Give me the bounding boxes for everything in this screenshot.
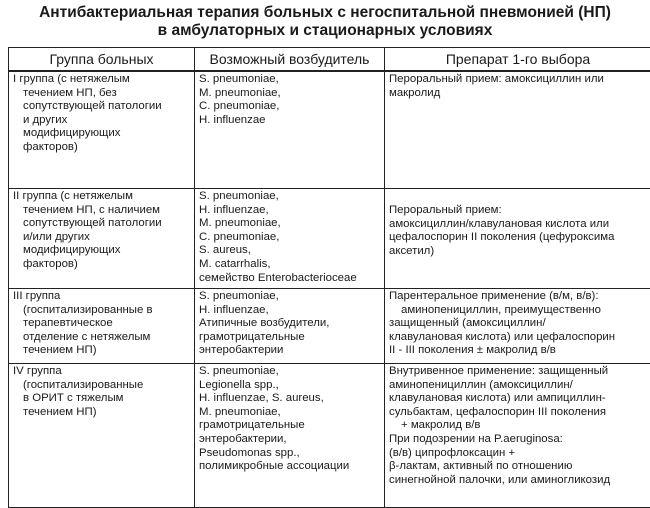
cell-line: Внутривенное применение: защищенный — [389, 365, 648, 379]
cell-line: Legionella spp., — [199, 379, 381, 393]
cell-line: энтеробактерии, — [199, 433, 381, 447]
cell-line: Пероральный прием: — [389, 190, 648, 218]
cell-line: факторов) — [13, 141, 191, 155]
cell-pathogen — [195, 364, 385, 508]
cell-line: Pseudomonas spp., — [199, 447, 381, 461]
table-row — [9, 364, 650, 508]
cell-line: синегнойной палочки, или аминогликозид — [389, 474, 648, 488]
cell-line: I группа (с нетяжелым — [13, 73, 191, 87]
table-row — [9, 189, 650, 289]
cell-line: клавулановая кислота) или ампициллин- — [389, 392, 648, 406]
cell-line: H. influenzae — [199, 114, 381, 128]
table-row — [9, 289, 650, 364]
cell-line: грамотрицательные — [199, 419, 381, 433]
cell-line: (в/в) ципрофлоксацин + — [389, 447, 648, 461]
cell-line: клавулановая кислота) или цефалоспорин — [389, 331, 648, 345]
cell-line: Парентеральное применение (в/м, в/в): — [389, 290, 648, 304]
cell-line: + макролид в/в — [389, 419, 648, 433]
cell-line: полимикробные ассоциации — [199, 460, 381, 474]
cell-line: Атипичные возбудители, — [199, 317, 381, 331]
cell-line: грамотрицательные — [199, 331, 381, 345]
cell-line: IV группа — [13, 365, 191, 379]
cell-group — [9, 189, 195, 289]
title-line-2: в амбулаторных и стационарных условиях — [0, 22, 650, 40]
cell-line: аминопенициллин, преимущественно — [389, 304, 648, 318]
cell-line: и других — [13, 114, 191, 128]
cell-line: M. catarrhalis, — [199, 258, 381, 272]
cell-line: амоксициллин/клавулановая кислота или — [389, 218, 648, 232]
cell-line: II - III поколения ± макролид в/в — [389, 344, 648, 358]
cell-group — [9, 364, 195, 508]
cell-line: модифицирующих — [13, 127, 191, 141]
cell-line: S. pneumoniae, — [199, 290, 381, 304]
therapy-table — [8, 47, 650, 508]
cell-line: При подозрении на P.aeruginosa: — [389, 433, 648, 447]
header-patient-group: Группа больных — [9, 48, 195, 72]
cell-line: S. pneumoniae, — [199, 73, 381, 87]
cell-drug — [385, 364, 650, 508]
cell-line: S. pneumoniae, — [199, 190, 381, 204]
cell-drug — [385, 71, 650, 189]
cell-pathogen — [195, 71, 385, 189]
cell-pathogen — [195, 189, 385, 289]
cell-line: семейство Enterobacterioceae — [199, 272, 381, 286]
header-pathogen: Возможный возбудитель — [195, 48, 385, 72]
cell-line: M. pneumoniae, — [199, 406, 381, 420]
cell-line: и/или других — [13, 231, 191, 245]
table-header-row — [9, 48, 650, 72]
cell-line: течением НП) — [13, 344, 191, 358]
cell-line: факторов) — [13, 258, 191, 272]
cell-line: терапевтическое — [13, 317, 191, 331]
table-row — [9, 71, 650, 189]
cell-line: защищенный (амоксициллин/ — [389, 317, 648, 331]
cell-line: H. influenzae, — [199, 204, 381, 218]
cell-line: сопутствующей патологии — [13, 217, 191, 231]
cell-line: аксетил) — [389, 245, 648, 259]
cell-line: модифицирующих — [13, 244, 191, 258]
cell-pathogen — [195, 289, 385, 364]
cell-line: S. aureus, — [199, 244, 381, 258]
cell-line: течением НП) — [13, 406, 191, 420]
cell-line: Пероральный прием: амоксициллин или — [389, 73, 648, 87]
cell-line: S. pneumoniae, — [199, 365, 381, 379]
cell-line: течением НП, с наличием — [13, 204, 191, 218]
cell-line: II группа (с нетяжелым — [13, 190, 191, 204]
cell-line: M. pneumoniae, — [199, 87, 381, 101]
cell-drug — [385, 189, 650, 289]
cell-line: (госпитализированные — [13, 379, 191, 393]
header-first-choice-drug: Препарат 1-го выбора — [385, 48, 650, 72]
cell-line: в ОРИТ с тяжелым — [13, 392, 191, 406]
document-title — [0, 0, 650, 44]
cell-line: макролид — [389, 87, 648, 101]
cell-line: сопутствующей патологии — [13, 100, 191, 114]
cell-line: аминопенициллин (амоксициллин/ — [389, 379, 648, 393]
cell-line: C. pneumoniae, — [199, 231, 381, 245]
cell-line: C. pneumoniae, — [199, 100, 381, 114]
cell-line: сульбактам, цефалоспорин III поколения — [389, 406, 648, 420]
cell-line: H. influenzae, — [199, 304, 381, 318]
cell-line: (госпитализированные в — [13, 304, 191, 318]
cell-line: H. influenzae, S. aureus, — [199, 392, 381, 406]
cell-line: β-лактам, активный по отношению — [389, 460, 648, 474]
cell-line: течением НП, без — [13, 87, 191, 101]
cell-line: M. pneumoniae, — [199, 217, 381, 231]
cell-drug — [385, 289, 650, 364]
cell-group — [9, 289, 195, 364]
cell-line: энтеробактерии — [199, 344, 381, 358]
cell-line: цефалоспорин II поколения (цефуроксима — [389, 231, 648, 245]
cell-line: отделение с нетяжелым — [13, 331, 191, 345]
title-line-1: Антибактериальная терапия больных с негоспитальной пневмонией (НП) — [0, 4, 650, 22]
cell-line: III группа — [13, 290, 191, 304]
cell-group — [9, 71, 195, 189]
